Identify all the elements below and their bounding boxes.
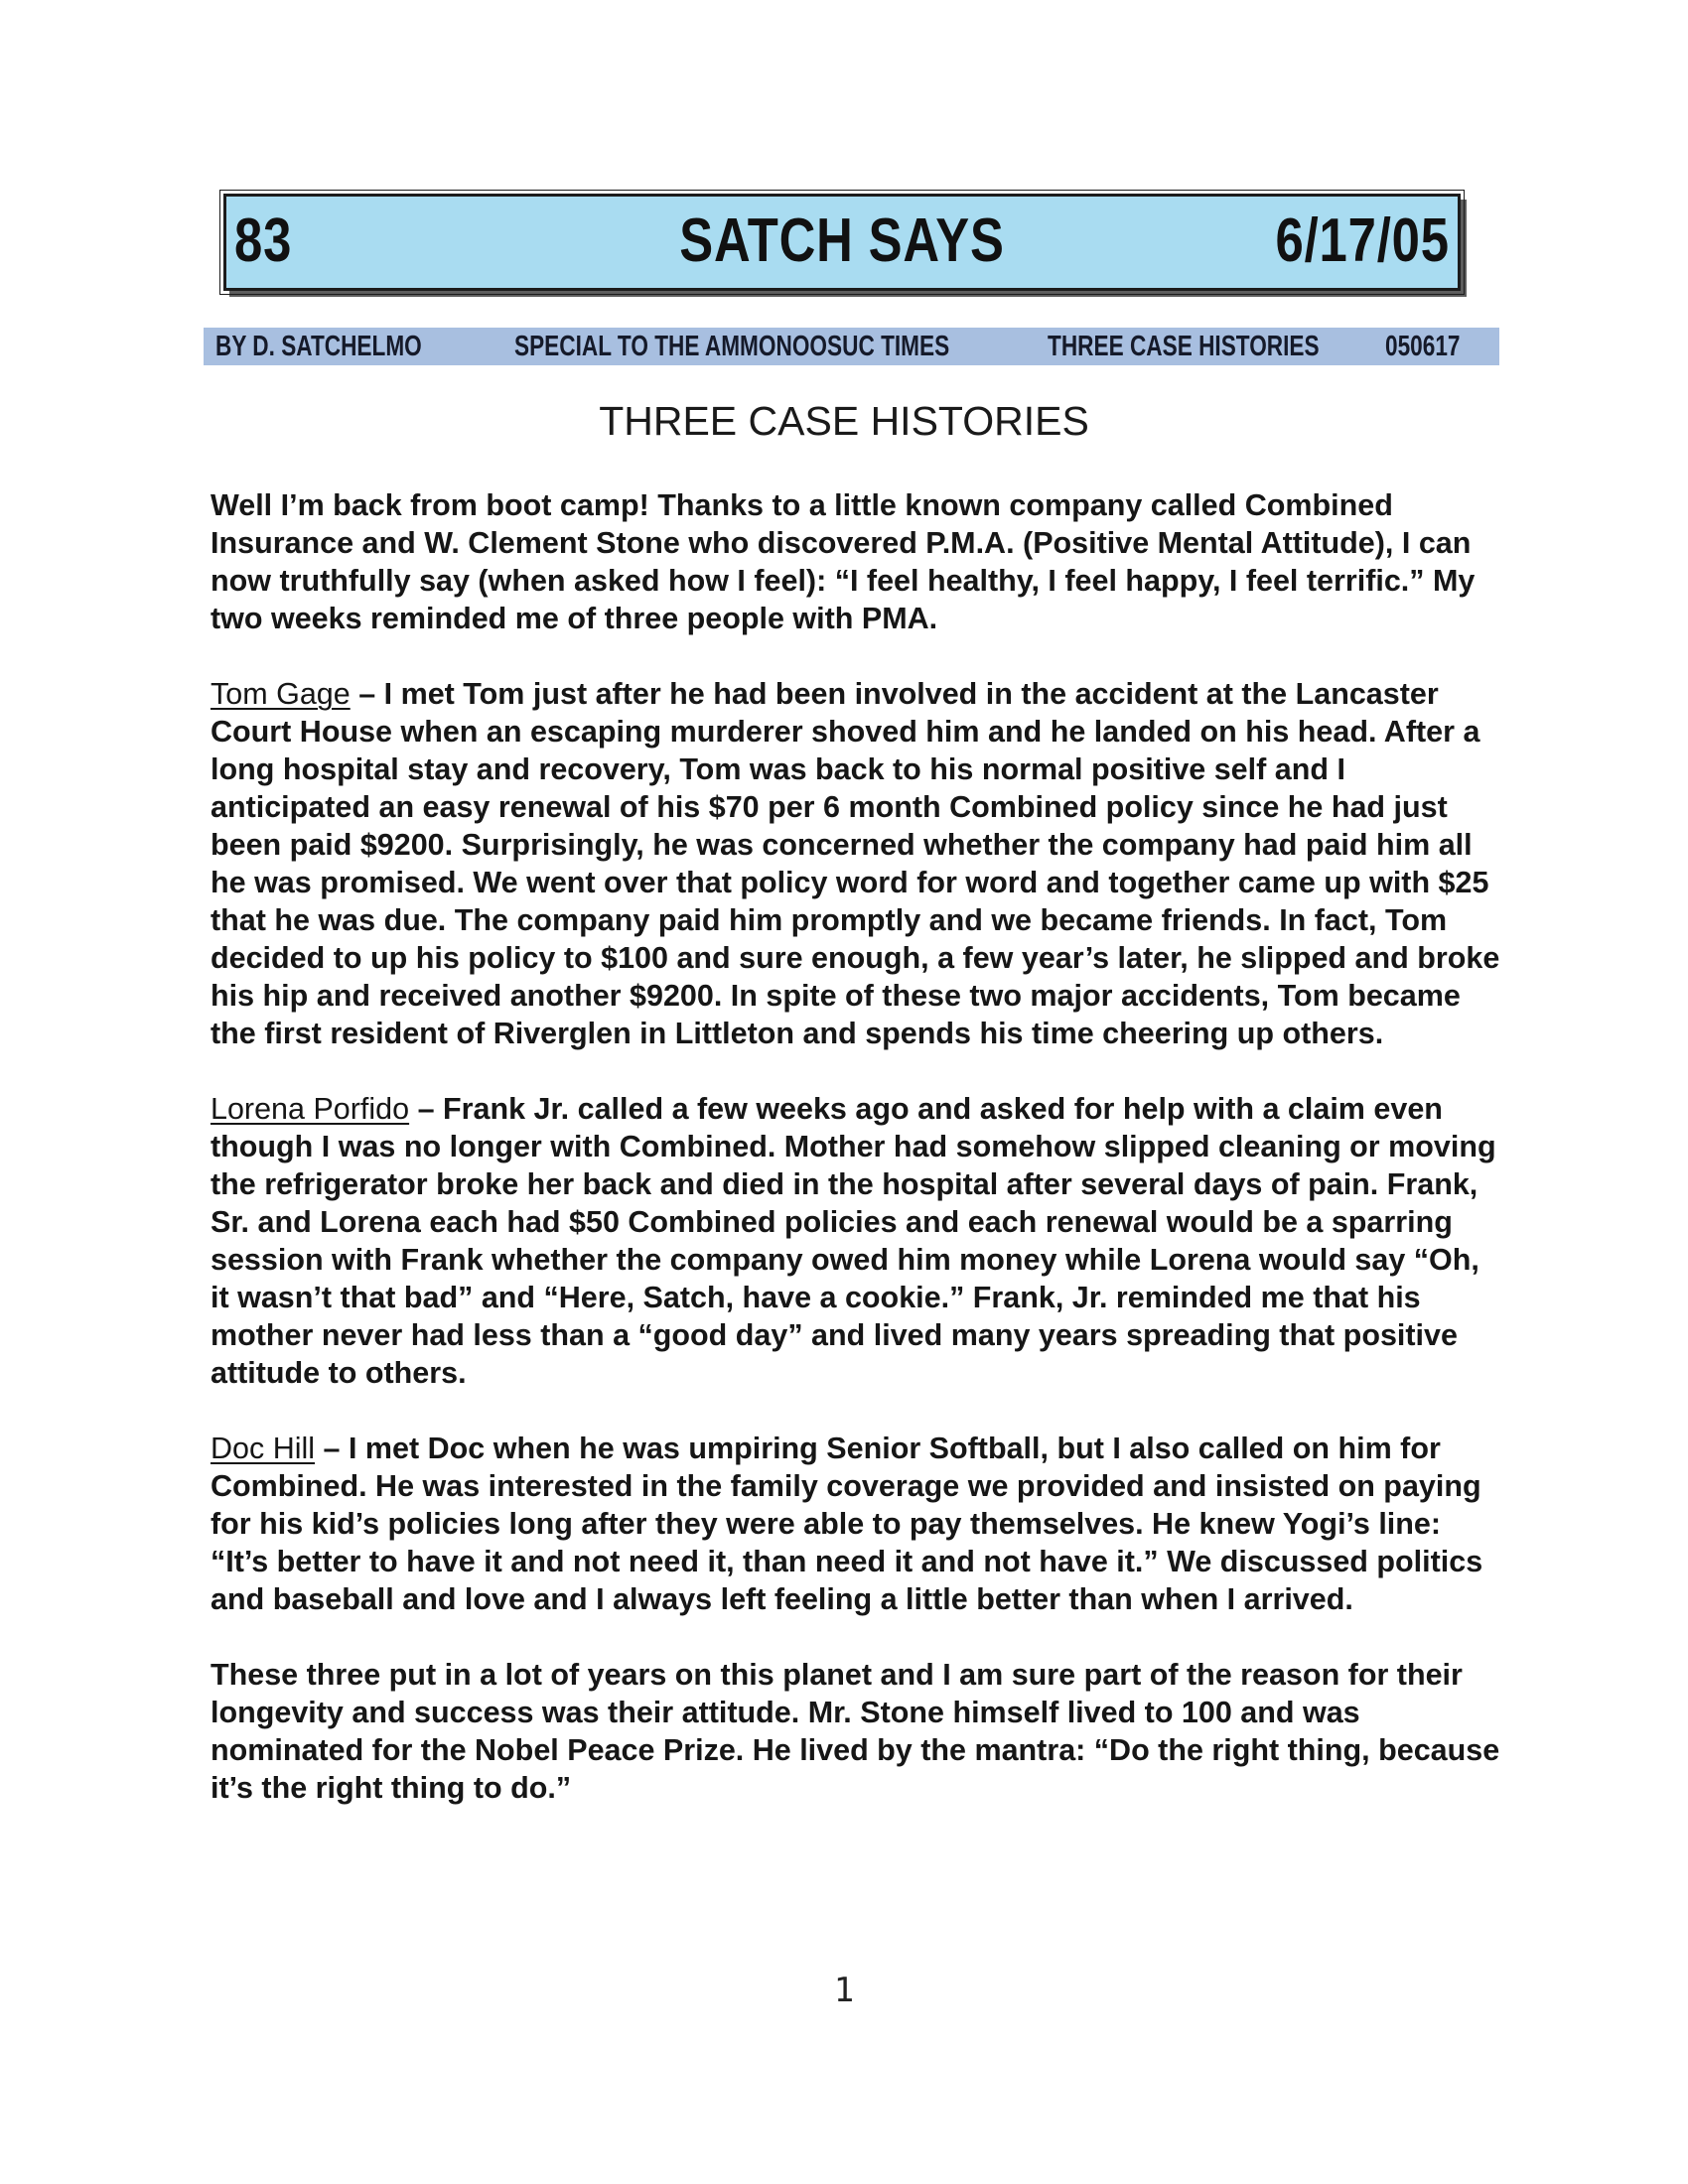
- case-paragraph-lorena-porfido: [211, 1090, 1501, 1392]
- issue-number: 83: [234, 206, 293, 275]
- byline-publication: SPECIAL TO THE AMMONOOSUC TIMES: [514, 331, 950, 362]
- column-name: SATCH SAYS: [679, 206, 1005, 275]
- byline-strip: [204, 328, 1499, 365]
- case-paragraph-doc-hill: [211, 1430, 1501, 1618]
- page-number: 1: [833, 1971, 855, 2010]
- intro-paragraph: Well I’m back from boot camp! Thanks to a little known company called Combined Insurance and W. Clement Stone who discovered P.M.A. (Positive Mental Attitude), I can now truthfully say (when asked how I feel): “I feel healthy, I feel happy, I feel terrific.” My two weeks reminded me of three people with PMA.: [211, 488, 1476, 635]
- case-name: Doc Hill: [211, 1432, 316, 1465]
- issue-date: 6/17/05: [1275, 206, 1450, 275]
- case-text: – I met Doc when he was umpiring Senior Softball, but I also called on him for Combined. He was interested in the family coverage we provided and insisted on paying for his kid’s policies long after they were able to pay themselves. He knew Yogi’s line: “It’s better to have it and not need it, than need it and not have it.” We discussed politics and baseball and love and I always left feeling a little better than when I arrived.: [211, 1432, 1483, 1616]
- conclusion-paragraph: These three put in a lot of years on this planet and I am sure part of the reason for their longevity and success was their attitude. Mr. Stone himself lived to 100 and was nominated for the Nobel Peace Prize. He lived by the mantra: “Do the right thing, because it’s the right thing to do.”: [211, 1658, 1500, 1805]
- case-paragraph-tom-gage: [211, 675, 1501, 1052]
- byline-topic: THREE CASE HISTORIES: [1048, 331, 1320, 362]
- article-title: THREE CASE HISTORIES: [599, 398, 1089, 444]
- case-name: Tom Gage: [211, 677, 351, 711]
- case-text: – Frank Jr. called a few weeks ago and asked for help with a claim even though I was no longer with Combined. Mother had somehow slipped cleaning or moving the refrigerator broke her back and died in the hospital after several days of pain. Frank, Sr. and Lorena each had $50 Combined policies and each renewal would be a sparring session with Frank whether the company owed him money while Lorena would say “Oh, it wasn’t that bad” and “Here, Satch, have a cookie.” Frank, Jr. reminded me that his mother never had less than a “good day” and lived many years spreading that positive attitude to others.: [211, 1092, 1496, 1390]
- case-name: Lorena Porfido: [211, 1092, 410, 1126]
- byline-code: 050617: [1385, 331, 1461, 362]
- case-text: – I met Tom just after he had been involved in the accident at the Lancaster Court House when an escaping murderer shoved him and he landed on his head. After a long hospital stay and recovery, Tom was back to his normal positive self and I anticipated an easy renewal of his $70 per 6 month Combined policy since he had just been paid $9200. Surprisingly, he was concerned whether the company had paid him all he was promised. We went over that policy word for word and together came up with $25 that he was due. The company paid him promptly and we became friends. In fact, Tom decided to up his policy to $100 and sure enough, a few year’s later, he slipped and broke his hip and received another $9200. In spite of these two major accidents, Tom became the first resident of Riverglen in Littleton and spends his time cheering up others.: [211, 677, 1500, 1050]
- byline-author: BY D. SATCHELMO: [215, 331, 422, 362]
- column-banner: [223, 194, 1461, 291]
- article-body: [211, 486, 1501, 1844]
